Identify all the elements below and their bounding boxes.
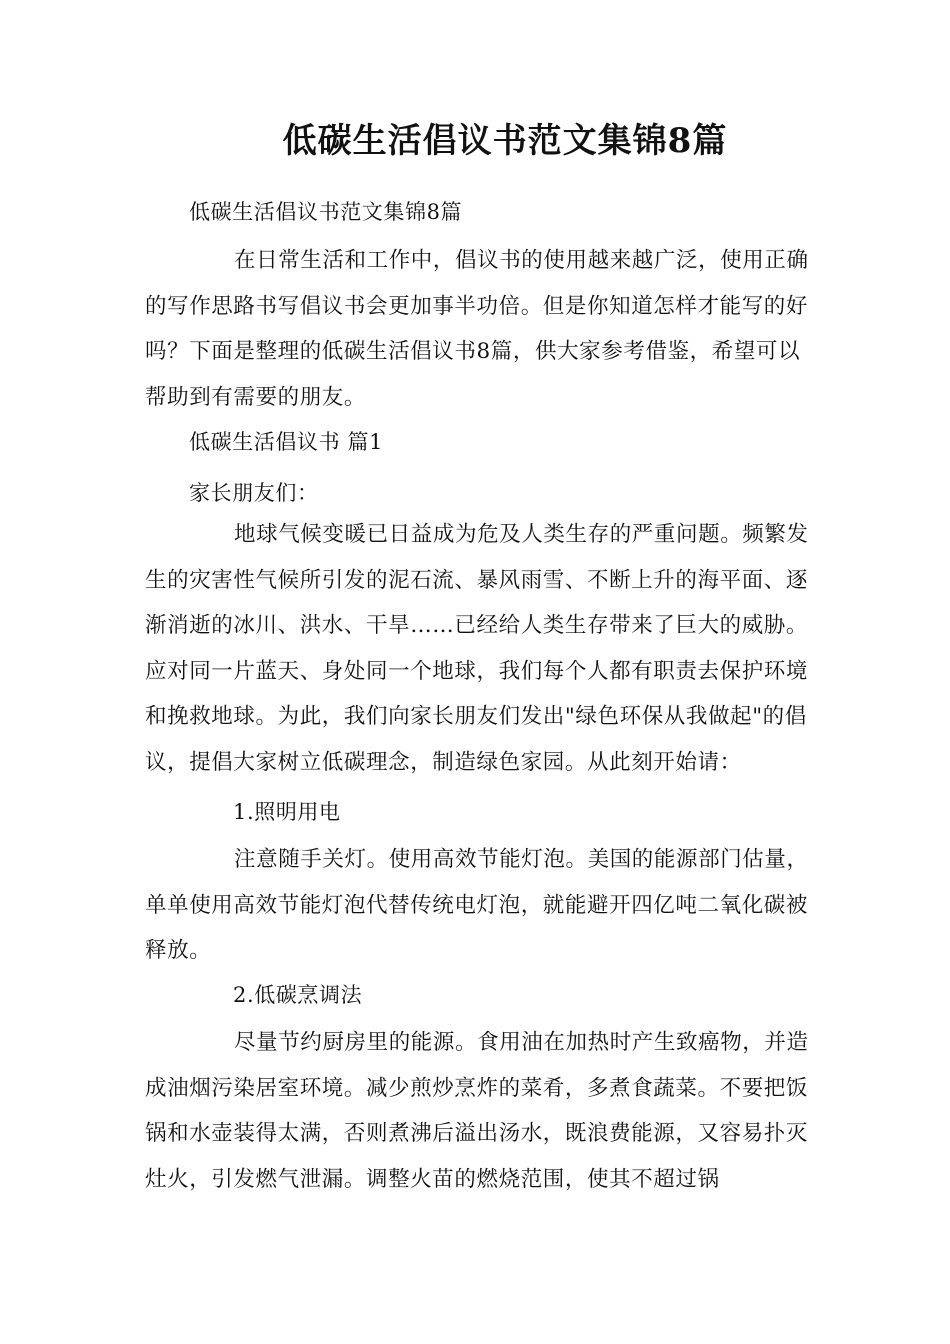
intro-paragraph: 在日常生活和工作中，倡议书的使用越来越广泛，使用正确的写作思路书写倡议书会更加事半功倍。但是你知道怎样才能写的好吗？下面是整理的低碳生活倡议书8篇，供大家参考借鉴，希望可以帮助到有需要的朋友。	[145, 248, 809, 410]
document-subtitle: 低碳生活倡议书范文集锦8篇	[189, 200, 463, 224]
section-heading: 低碳生活倡议书 篇1	[189, 430, 384, 454]
body-paragraph-1: 地球气候变暖已日益成为危及人类生存的严重问题。频繁发生的灾害性气候所引发的泥石流、暴风雨雪、不断上升的海平面、逐渐消逝的冰川、洪水、干旱……已经给人类生存带来了巨大的威胁。应对同一片蓝天、身处同一个地球，我们每个人都有职责去保护环境和挽救地球。为此，我们向家长朋友们发出"绿色环保从我做起"的倡议，提倡大家树立低碳理念，制造绿色家园。从此刻开始请：	[145, 522, 809, 775]
item-1-heading: 1.照明用电	[233, 800, 341, 824]
item-2-heading: 2.低碳烹调法	[233, 983, 363, 1007]
salutation: 家长朋友们：	[189, 481, 319, 505]
item-2-body: 尽量节约厨房里的能源。食用油在加热时产生致癌物，并造成油烟污染居室环境。减少煎炒烹炸的菜肴，多煮食蔬菜。不要把饭锅和水壶装得太满，否则煮沸后溢出汤水，既浪费能源，又容易扑灭灶火，引发燃气泄漏。调整火苗的燃烧范围，使其不超过锅	[145, 1030, 809, 1192]
document-title: 低碳生活倡议书范文集锦8篇	[282, 121, 728, 161]
item-1-body: 注意随手关灯。使用高效节能灯泡。美国的能源部门估量，单单使用高效节能灯泡代替传统电灯泡，就能避开四亿吨二氧化碳被释放。	[145, 847, 809, 963]
